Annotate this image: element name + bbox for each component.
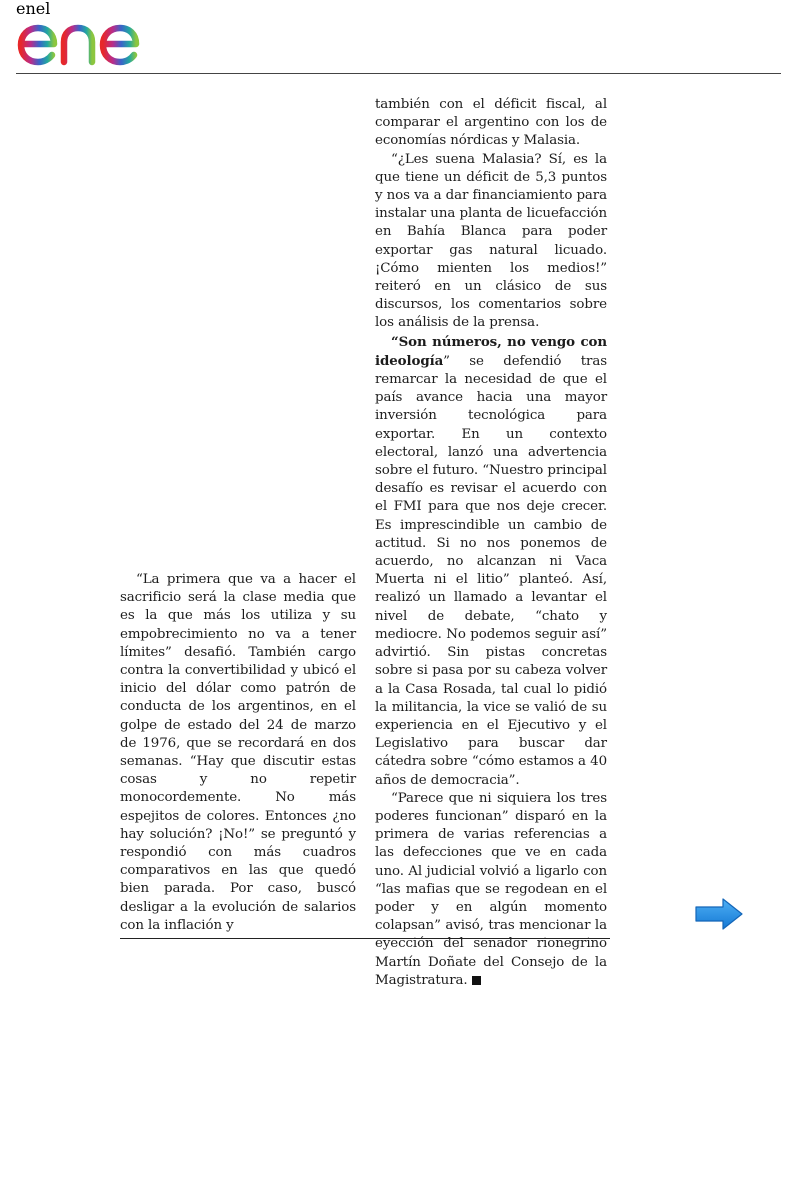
paragraph [375, 333, 607, 790]
paragraph [375, 790, 607, 990]
bold-quote: “Son números, no vengo con ideología [375, 333, 607, 369]
article-column-right [375, 96, 607, 990]
paragraph: “La primera que va a hacer el sacrificio será la clase media que es la que más los utiliza y su empobrecimiento no va a tener límites” desafió. También cargo contra la convertibilidad y ubicó el inicio del dólar como patrón de conducta de los argentinos, en el golpe de estado del 24 de marzo de 1976, que se recordará en dos semanas. “Hay que discutir estas cosas y no repetir monocordemente. No más espejitos de colores. Entonces ¿no hay solución? ¡No!” se preguntó y respondió con más cuadros comparativos en las que quedó bien parada. Por caso, buscó desligar a la evolución de salarios con la inflación y [120, 572, 356, 933]
paragraph-text: “Parece que ni siquiera los tres poderes funcionan” disparó en la primera de varias referencias a las defecciones que ve en cada uno. Al judicial volvió a ligarlo con “las mafias que se regodean en el poder y en algún momento colapsan” avisó, tras mencionar la eyección del senador rionegrino Martín Doñate del Consejo de la Magistratura. [375, 790, 607, 988]
footer-divider [120, 938, 610, 939]
paragraph: “¿Les suena Malasia? Sí, es la que tiene un déficit de 5,3 puntos y nos va a dar financiamiento para instalar una planta de licuefacción en Bahía Blanca para poder exportar gas natural licuado. ¡Cómo mienten los medios!” reiteró en un clásico de sus discursos, los comentarios sobre los análisis de la prensa. [375, 151, 607, 331]
enel-logo [16, 0, 171, 70]
end-of-article-mark [472, 976, 481, 985]
paragraph-text: ” se defendió tras remarcar la necesidad de que el país avance hacia una mayor inversión tecnológica para exportar. En un contexto electoral, lanzó una advertencia sobre el futuro. “Nuestro principal desafío es revisar el acuerdo con el FMI para que nos deje crecer. Es imprescindible un cambio de actitud. Si no nos ponemos de acuerdo, no alcanzan ni Vaca Muerta ni el litio” planteó. Así, realizó un llamado a levantar el nivel de debate, “chato y mediocre. No podemos seguir así” advirtió. Sin pistas concretas sobre si pasa por su cabeza volver a la Casa Rosada, tal cual lo pidió la militancia, la vice se valió de su experiencia en el Ejecutivo y el Legislativo para buscar dar cátedra sobre “cómo estamos a 40 años de democracia”. [375, 353, 607, 788]
header-divider [16, 73, 781, 74]
svg-text:enel: enel [16, 0, 51, 18]
paragraph: también con el déficit fiscal, al comparar el argentino con los de economías nórdicas y Malasia. [375, 97, 607, 149]
article-column-left [120, 571, 356, 935]
arrow-right-icon[interactable] [693, 896, 745, 932]
